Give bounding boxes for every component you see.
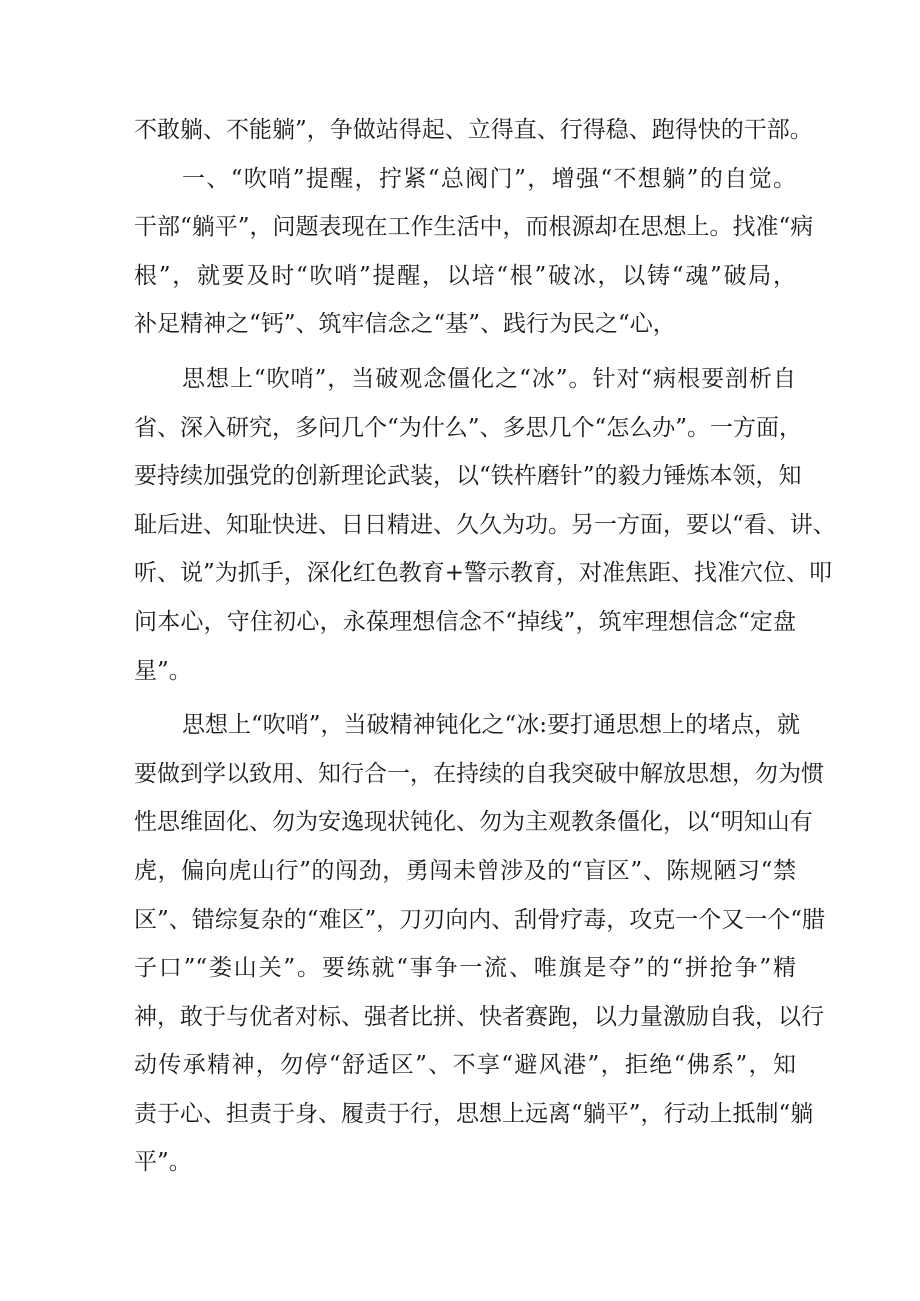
text-line: 动传承精神，勿停“舒适区”、不享“避风港”，拒绝“佛系”，知	[134, 1052, 796, 1079]
text-line: 省、深入研究，多问几个“为什么”、多思几个“怎么办”。一方面，	[134, 414, 803, 441]
paragraph-continuation	[134, 106, 813, 155]
text-line: 要做到学以致用、知行合一，在持续的自我突破中解放思想，勿为惯	[134, 760, 824, 787]
text-line: 星”。	[134, 657, 192, 684]
text-line: 虎，偏向虎山行”的闯劲，勇闯未曾涉及的“盲区”、陈规陋习“禁	[134, 857, 796, 884]
text-line: 区”、错综复杂的“难区”，刀刃向内、刮骨疗毒，攻克一个又一个“腊	[134, 906, 826, 933]
text-line: 平”。	[134, 1149, 192, 1176]
paragraph-spirit-ice	[134, 701, 826, 1187]
text-line: 责于心、担责于身、履责于行，思想上远离“躺平”，行动上抵制“躺	[134, 1100, 814, 1127]
text-line: 神，敢于与优者对标、强者比拼、快者赛跑，以力量激励自我，以行	[134, 1003, 824, 1030]
text-line: 耻后进、知耻快进、日日精进、久久为功。另一方面，要以“看、讲、	[134, 511, 836, 538]
text-line: 问本心，守住初心，永葆理想信念不“掉线”，筑牢理想信念“定盘	[134, 608, 796, 635]
text-line: 听、说”为抓手，深化红色教育+警示教育，对准焦距、找准穴位、叩	[134, 560, 833, 587]
paragraph-section-heading	[134, 155, 814, 349]
text-line: 子口”“娄山关”。要练就“事争一流、唯旗是夺”的“拼抢争”精	[134, 955, 796, 982]
text-line: 要持续加强党的创新理论武装，以“铁杵磨针”的毅力锤炼本领，知	[134, 463, 802, 490]
text-line: 思想上“吹哨”，当破观念僵化之“冰”。针对“病根要剖析自	[182, 365, 796, 392]
text-line: 补足精神之“钙”、筑牢信念之“基”、践行为民之“心，	[134, 311, 676, 338]
text-line: 干部“躺平”，问题表现在工作生活中，而根源却在思想上。找准“病	[134, 214, 814, 241]
document-body	[134, 106, 836, 1187]
section-heading-line: 一、“吹哨”提醒，拧紧“总阀门”，增强“不想躺”的自觉。	[182, 165, 796, 192]
text-line: 性思维固化、勿为安逸现状钝化、勿为主观教条僵化，以“明知山有	[134, 809, 813, 836]
text-line: 不敢躺、不能躺”，争做站得起、立得直、行得稳、跑得快的干部。	[134, 117, 813, 143]
text-line: 根”，就要及时“吹哨”提醒，以培“根”破冰，以铸“魂”破局，	[134, 262, 796, 289]
text-line: 思想上“吹哨”，当破精神钝化之“冰:要打通思想上的堵点，就	[182, 712, 801, 739]
paragraph-thought-ice	[134, 355, 836, 695]
